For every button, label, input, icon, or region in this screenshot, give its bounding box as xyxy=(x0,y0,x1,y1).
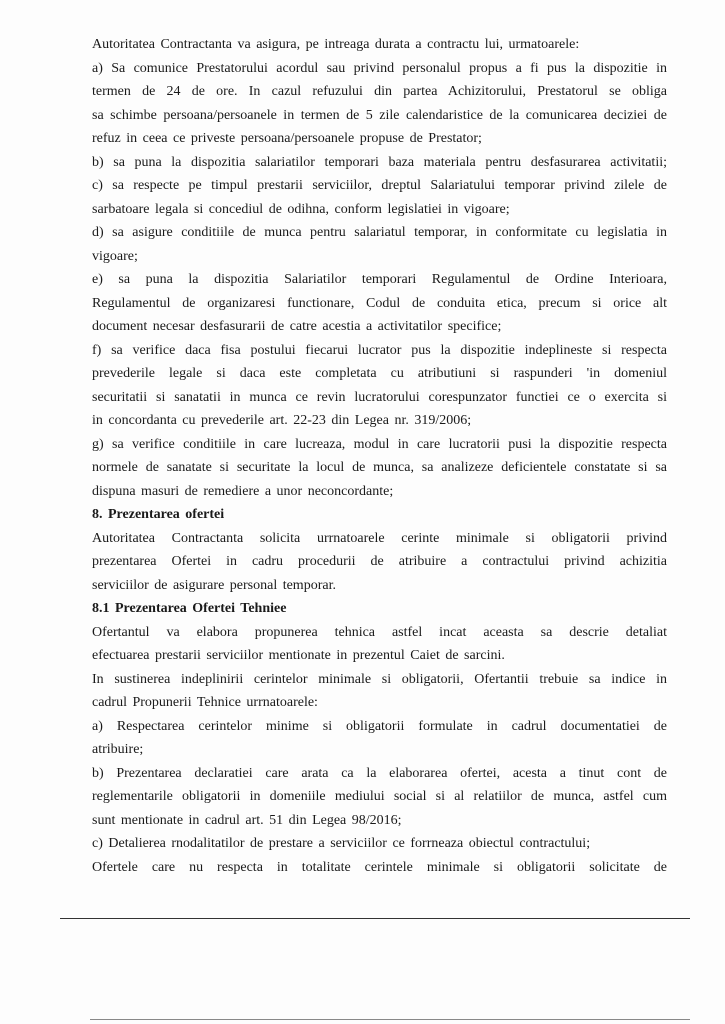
text-line: reglementarile obligatorii in domeniile mediului social si al relatiilor de munca, astfel cum xyxy=(92,789,667,804)
text-line: Autoritatea Contractanta solicita urrnatoarele cerinte minimale si obligatorii privind xyxy=(92,530,667,546)
text-line: document necesar desfasurarii de catre acestia a activitatilor specifice; xyxy=(92,319,502,334)
text-line: prezentarea Ofertei in cadru procedurii de atribuire a contractului privind achizitia xyxy=(92,554,667,569)
text-line: Ofertantul va elabora propunerea tehnica astfel incat aceasta sa descrie detaliat xyxy=(92,624,667,640)
text-line: cadrul Propunerii Tehnice urrnatoarele: xyxy=(92,695,318,710)
text-line: g) sa verifice conditiile in care lucreaza, modul in care lucratorii pusi la dispozitie respecta xyxy=(92,436,667,452)
text-line: b) sa puna la dispozitia salariatilor temporari baza materiala pentru desfasurarea activitatii; xyxy=(92,154,667,170)
text-line: Ofertele care nu respecta in totalitate cerintele minimale si obligatorii solicitate de xyxy=(92,859,667,875)
text-line: atribuire; xyxy=(92,742,144,757)
section-heading: 8.1 Prezentarea Ofertei Tehniee xyxy=(92,601,287,616)
text-line: a) Respectarea cerintelor minime si obligatorii formulate in cadrul documentatiei de xyxy=(92,718,667,734)
text-line: refuz in ceea ce priveste persoana/persoanele propuse de Prestator; xyxy=(92,131,482,146)
text-line: sa schimbe persoana/persoanele in termen de 5 zile calendaristice de la comunicarea deciziei de xyxy=(92,107,667,123)
text-line: serviciilor de asigurare personal temporar. xyxy=(92,577,336,593)
text-line: securitatii si sanatatii in munca ce revin lucratorului corespunzator functiei ce o exercita si xyxy=(92,389,667,405)
text-line: prevederile legale si daca este completata cu atributiuni si raspunderi 'in domeniul xyxy=(92,366,667,381)
text-line: d) sa asigure conditiile de munca pentru salariatul temporar, in conformitate cu legislatia in xyxy=(92,225,667,240)
page-edge-line xyxy=(90,1019,690,1020)
text-line: Autoritatea Contractanta va asigura, pe intreaga durata a contractu lui, urmatoarele: xyxy=(92,37,580,52)
text-line: e) sa puna la dispozitia Salariatilor temporari Regulamentul de Ordine Interioara, xyxy=(92,272,667,287)
text-line: c) sa respecte pe timpul prestarii serviciilor, dreptul Salariatului temporar privind zilele de xyxy=(92,178,667,193)
text-line: normele de sanatate si securitate la locul de munca, sa analizeze deficientele constatate si sa xyxy=(92,460,667,475)
text-line: a) Sa comunice Prestatorului acordul sau privind personalul propus a fi pus la dispozitie in xyxy=(92,60,667,76)
text-line: b) Prezentarea declaratiei care arata ca la elaborarea ofertei, acesta a tinut cont de xyxy=(92,765,667,781)
document-body xyxy=(92,33,667,879)
text-line: efectuarea prestarii serviciilor mentionate in prezentul Caiet de sarcini. xyxy=(92,648,505,663)
text-line: termen de 24 de ore. In cazul refuzului din partea Achizitorului, Prestatorul se obliga xyxy=(92,84,667,99)
text-line: sarbatoare legala si concediul de odihna, conform legislatiei in vigoare; xyxy=(92,201,510,217)
text-line: vigoare; xyxy=(92,248,138,264)
text-line: sunt mentionate in cadrul art. 51 din Legea 98/2016; xyxy=(92,812,402,828)
text-line: c) Detalierea rnodalitatilor de prestare a serviciilor ce forrneaza obiectul contractului; xyxy=(92,836,591,851)
text-line: Regulamentul de organizaresi functionare, Codul de conduita etica, precum si orice alt xyxy=(92,295,667,311)
text-line: f) sa verifice daca fisa postului fiecarui lucrator pus la dispozitie indeplineste si respecta xyxy=(92,342,667,358)
page-bottom-rule xyxy=(60,918,690,919)
text-line: in concordanta cu prevederile art. 22-23 din Legea nr. 319/2006; xyxy=(92,413,472,428)
text-line: In sustinerea indeplinirii cerintelor minimale si obligatorii, Ofertantii trebuie sa indice in xyxy=(92,671,667,687)
text-line: dispuna masuri de remediere a unor neconcordante; xyxy=(92,483,394,499)
section-heading: 8. Prezentarea ofertei xyxy=(92,507,225,522)
